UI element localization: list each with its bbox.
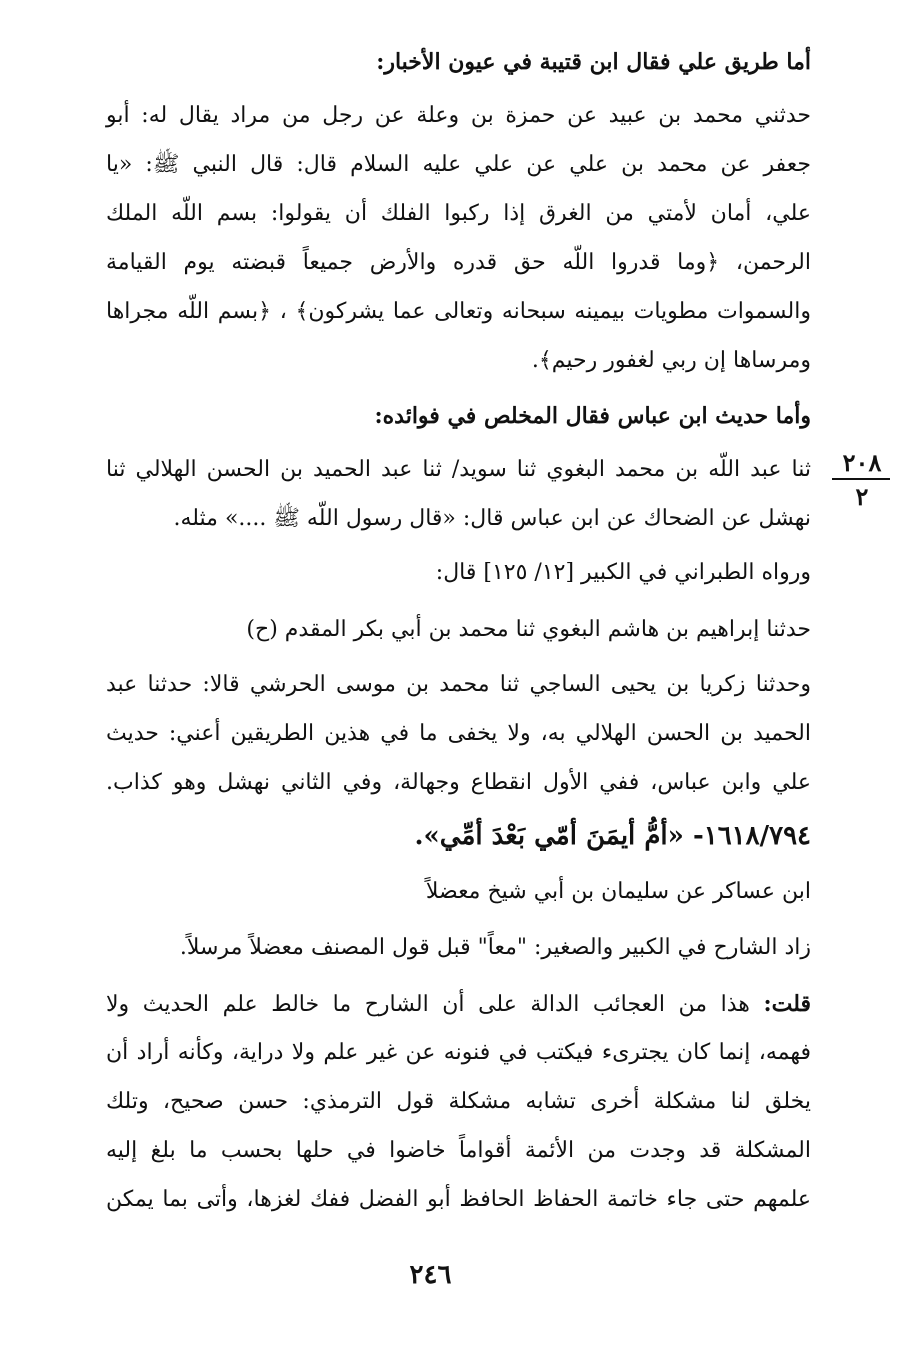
text-line: علمهم حتى جاء خاتمة الحفاظ الحافظ أبو الفضل ففك لغزها، وأتى بما يمكن [106, 1187, 811, 1212]
text-line: فهمه، إنما كان يجترىء فيكتب في فنونه عن غير علم ولا دراية، وكأنه أراد أن [106, 1040, 811, 1065]
text-line: ثنا عبد اللّه بن محمد البغوي ثنا سويد/ ثنا عبد الحميد بن الحسن الهلالي ثنا [106, 457, 811, 482]
qult-text: هذا من العجائب الدالة على أن الشارح ما خالط علم الحديث ولا [106, 992, 750, 1017]
qult-label: قلت: [763, 991, 812, 1017]
text-line: الحميد بن الحسن الهلالي به، ولا يخفى ما في هذين الطريقين أعني: حديث [106, 721, 811, 746]
text-line: أما طريق علي فقال ابن قتيبة في عيون الأخبار: [376, 49, 811, 75]
text-line: نهشل عن الضحاك عن ابن عباس قال: «قال رسول اللّه ﷺ ....» مثله. [173, 506, 811, 531]
text-line: ومرساها إن ربي لغفور رحيم﴾. [531, 348, 811, 373]
text-line: حدثنا إبراهيم بن هاشم البغوي ثنا محمد بن أبي بكر المقدم (ح) [246, 617, 811, 642]
text-line: وحدثنا زكريا بن يحيى الساجي ثنا محمد بن موسى الحرشي قالا: حدثنا عبد [106, 672, 811, 697]
text-line: ورواه الطبراني في الكبير [١٢/ ١٢٥] قال: [435, 560, 811, 585]
page-number: ٢٤٦ [409, 1260, 452, 1290]
text-line: الرحمن، ﴿وما قدروا اللّه حق قدره والأرض جميعاً قبضته يوم القيامة [106, 250, 811, 275]
text-line: جعفر عن محمد بن علي عن علي عليه السلام قال: قال النبي ﷺ: «يا [106, 152, 811, 177]
text-line: علي وابن عباس، ففي الأول انقطاع وجهالة، وفي الثاني نهشل وهو كذاب. [106, 770, 811, 795]
text-line: والسموات مطويات بيمينه سبحانه وتعالى عما يشركون﴾ ، ﴿بسم اللّه مجراها [106, 299, 811, 324]
text-line: وأما حديث ابن عباس فقال المخلص في فوائده: [374, 403, 811, 429]
text-line: زاد الشارح في الكبير والصغير: "معاً" قبل قول المصنف معضلاً مرسلاً. [179, 935, 811, 960]
text-line: المشكلة قد وجدت من الأئمة أقواماً خاضوا في حلها بحسب ما بلغ إليه [106, 1138, 811, 1163]
text-line: يخلق لنا مشكلة أخرى تشابه مشكلة قول الترمذي: حسن صحيح، وتلك [106, 1089, 811, 1114]
text-line: حدثني محمد بن عبيد عن حمزة بن وعلة عن رجل من مراد يقال له: أبو [106, 103, 811, 128]
margin-reference-bottom: ٢ [855, 482, 869, 511]
margin-divider [832, 478, 890, 480]
margin-reference-top: ٢٠٨ [842, 448, 882, 477]
text-line: علي، أمان لأمتي من الغرق إذا ركبوا الفلك أن يقولوا: بسم اللّه الملك [106, 201, 811, 226]
text-line [106, 986, 811, 1022]
text-line: ابن عساكر عن سليمان بن أبي شيخ معضلاً [425, 879, 811, 904]
hadith-entry: ١٦١٨/٧٩٤- «أمُّ أيمَنَ أمّي بَعْدَ أمِّي». [414, 821, 811, 851]
